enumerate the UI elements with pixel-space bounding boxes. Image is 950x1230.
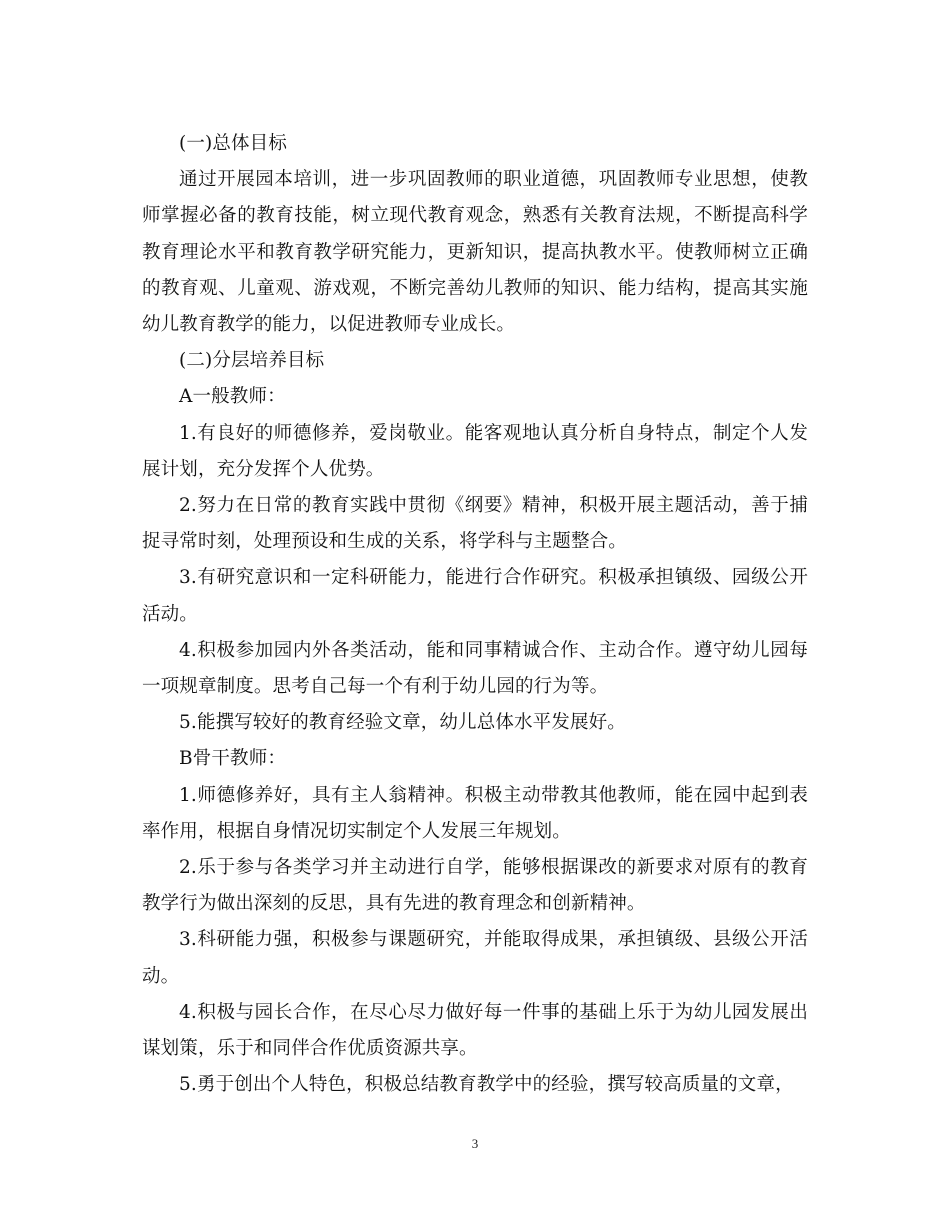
general-teacher-item-5: 5.能撰写较好的教育经验文章，幼儿总体水平发展好。 bbox=[179, 712, 626, 734]
backbone-teacher-item-1: 1.师德修养好，具有主人翁精神。积极主动带教其他教师，能在园中起到表率作用，根据自身情况切实制定个人发展三年规划。 bbox=[142, 784, 808, 842]
backbone-teacher-item-3: 3.科研能力强，积极参与课题研究，并能取得成果，承担镇级、县级公开活动。 bbox=[142, 929, 808, 987]
subheading-general-teachers: A一般教师： bbox=[179, 386, 286, 408]
document-body bbox=[142, 126, 808, 1103]
overall-goal-paragraph: 通过开展园本培训，进一步巩固教师的职业道德，巩固教师专业思想，使教师掌握必备的教育技能，树立现代教育观念，熟悉有关教育法规，不断提高科学教育理论水平和教育教学研究能力，更新知识，提高执教水平。使教师树立正确的教育观、儿童观、游戏观，不断完善幼儿教师的知识、能力结构，提高其实施幼儿教育教学的能力，以促进教师专业成长。 bbox=[142, 169, 808, 336]
general-teacher-item-2: 2.努力在日常的教育实践中贯彻《纲要》精神，积极开展主题活动，善于捕捉寻常时刻，处理预设和生成的关系，将学科与主题整合。 bbox=[142, 495, 808, 553]
subheading-backbone-teachers: B骨干教师： bbox=[179, 748, 286, 770]
page-number: 3 bbox=[471, 1136, 479, 1151]
backbone-teacher-item-5: 5.勇于创出个人特色，积极总结教育教学中的经验，撰写较高质量的文章， bbox=[179, 1074, 794, 1096]
section-heading-overall-goal: (一)总体目标 bbox=[179, 133, 287, 154]
general-teacher-item-4: 4.积极参加园内外各类活动，能和同事精诚合作、主动合作。遵守幼儿园每一项规章制度。思考自己每一个有利于幼儿园的行为等。 bbox=[142, 639, 808, 698]
section-heading-tiered-goals: (二)分层培养目标 bbox=[179, 350, 325, 372]
general-teacher-item-3: 3.有研究意识和一定科研能力，能进行合作研究。积极承担镇级、园级公开活动。 bbox=[142, 567, 808, 625]
general-teacher-item-1: 1.有良好的师德修养，爱岗敬业。能客观地认真分析自身特点，制定个人发展计划，充分发挥个人优势。 bbox=[142, 422, 808, 480]
backbone-teacher-item-4: 4.积极与园长合作，在尽心尽力做好每一件事的基础上乐于为幼儿园发展出谋划策，乐于和同伴合作优质资源共享。 bbox=[142, 1001, 808, 1060]
backbone-teacher-item-2: 2.乐于参与各类学习并主动进行自学，能够根据课改的新要求对原有的教育教学行为做出深刻的反思，具有先进的教育理念和创新精神。 bbox=[142, 857, 808, 915]
